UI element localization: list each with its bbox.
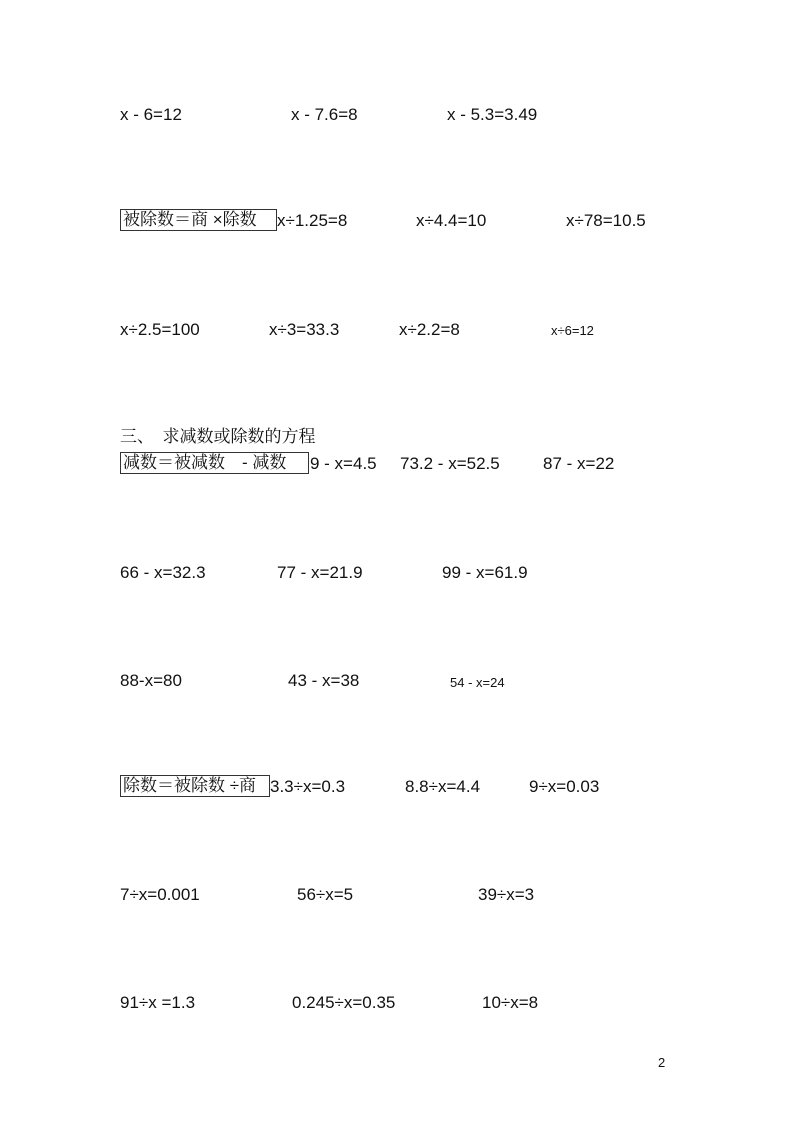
equation: 88-x=80 xyxy=(120,671,182,690)
equation: 73.2 - x=52.5 xyxy=(400,454,500,473)
page-number: 2 xyxy=(658,1055,666,1070)
equation: 39÷x=3 xyxy=(478,885,535,904)
formula-box-subtrahend: 减数＝被减数 - 减数 xyxy=(120,452,309,474)
equation: 91÷x =1.3 xyxy=(120,993,196,1012)
equation: x÷4.4=10 xyxy=(416,211,487,230)
equation: 0.245÷x=0.35 xyxy=(292,993,396,1012)
equation: x÷78=10.5 xyxy=(566,211,646,230)
equation: 7÷x=0.001 xyxy=(120,885,200,904)
equation: x÷3=33.3 xyxy=(269,320,340,339)
equation: x÷6=12 xyxy=(551,323,594,338)
equation: 87 - x=22 xyxy=(543,454,615,473)
equation: x÷1.25=8 xyxy=(277,211,348,230)
equation: 54 - x=24 xyxy=(450,675,505,690)
equation: 43 - x=38 xyxy=(288,671,360,690)
equation: 10÷x=8 xyxy=(482,993,539,1012)
equation: x - 6=12 xyxy=(120,105,182,124)
equation: x÷2.5=100 xyxy=(120,320,200,339)
section-title: 三、 求减数或除数的方程 xyxy=(120,427,316,446)
formula-box-dividend: 被除数＝商 ×除数 xyxy=(120,209,277,231)
equation: 9 - x=4.5 xyxy=(310,454,377,473)
equation: x÷2.2=8 xyxy=(399,320,460,339)
formula-box-divisor: 除数＝被除数 ÷商 xyxy=(120,775,270,797)
equation: x - 5.3=3.49 xyxy=(447,105,538,124)
equation: 8.8÷x=4.4 xyxy=(405,777,481,796)
equation: 56÷x=5 xyxy=(297,885,354,904)
equation: 3.3÷x=0.3 xyxy=(270,777,346,796)
equation: 9÷x=0.03 xyxy=(529,777,600,796)
equation: 66 - x=32.3 xyxy=(120,563,206,582)
equation: x - 7.6=8 xyxy=(291,105,358,124)
equation: 99 - x=61.9 xyxy=(442,563,528,582)
equation: 77 - x=21.9 xyxy=(277,563,363,582)
